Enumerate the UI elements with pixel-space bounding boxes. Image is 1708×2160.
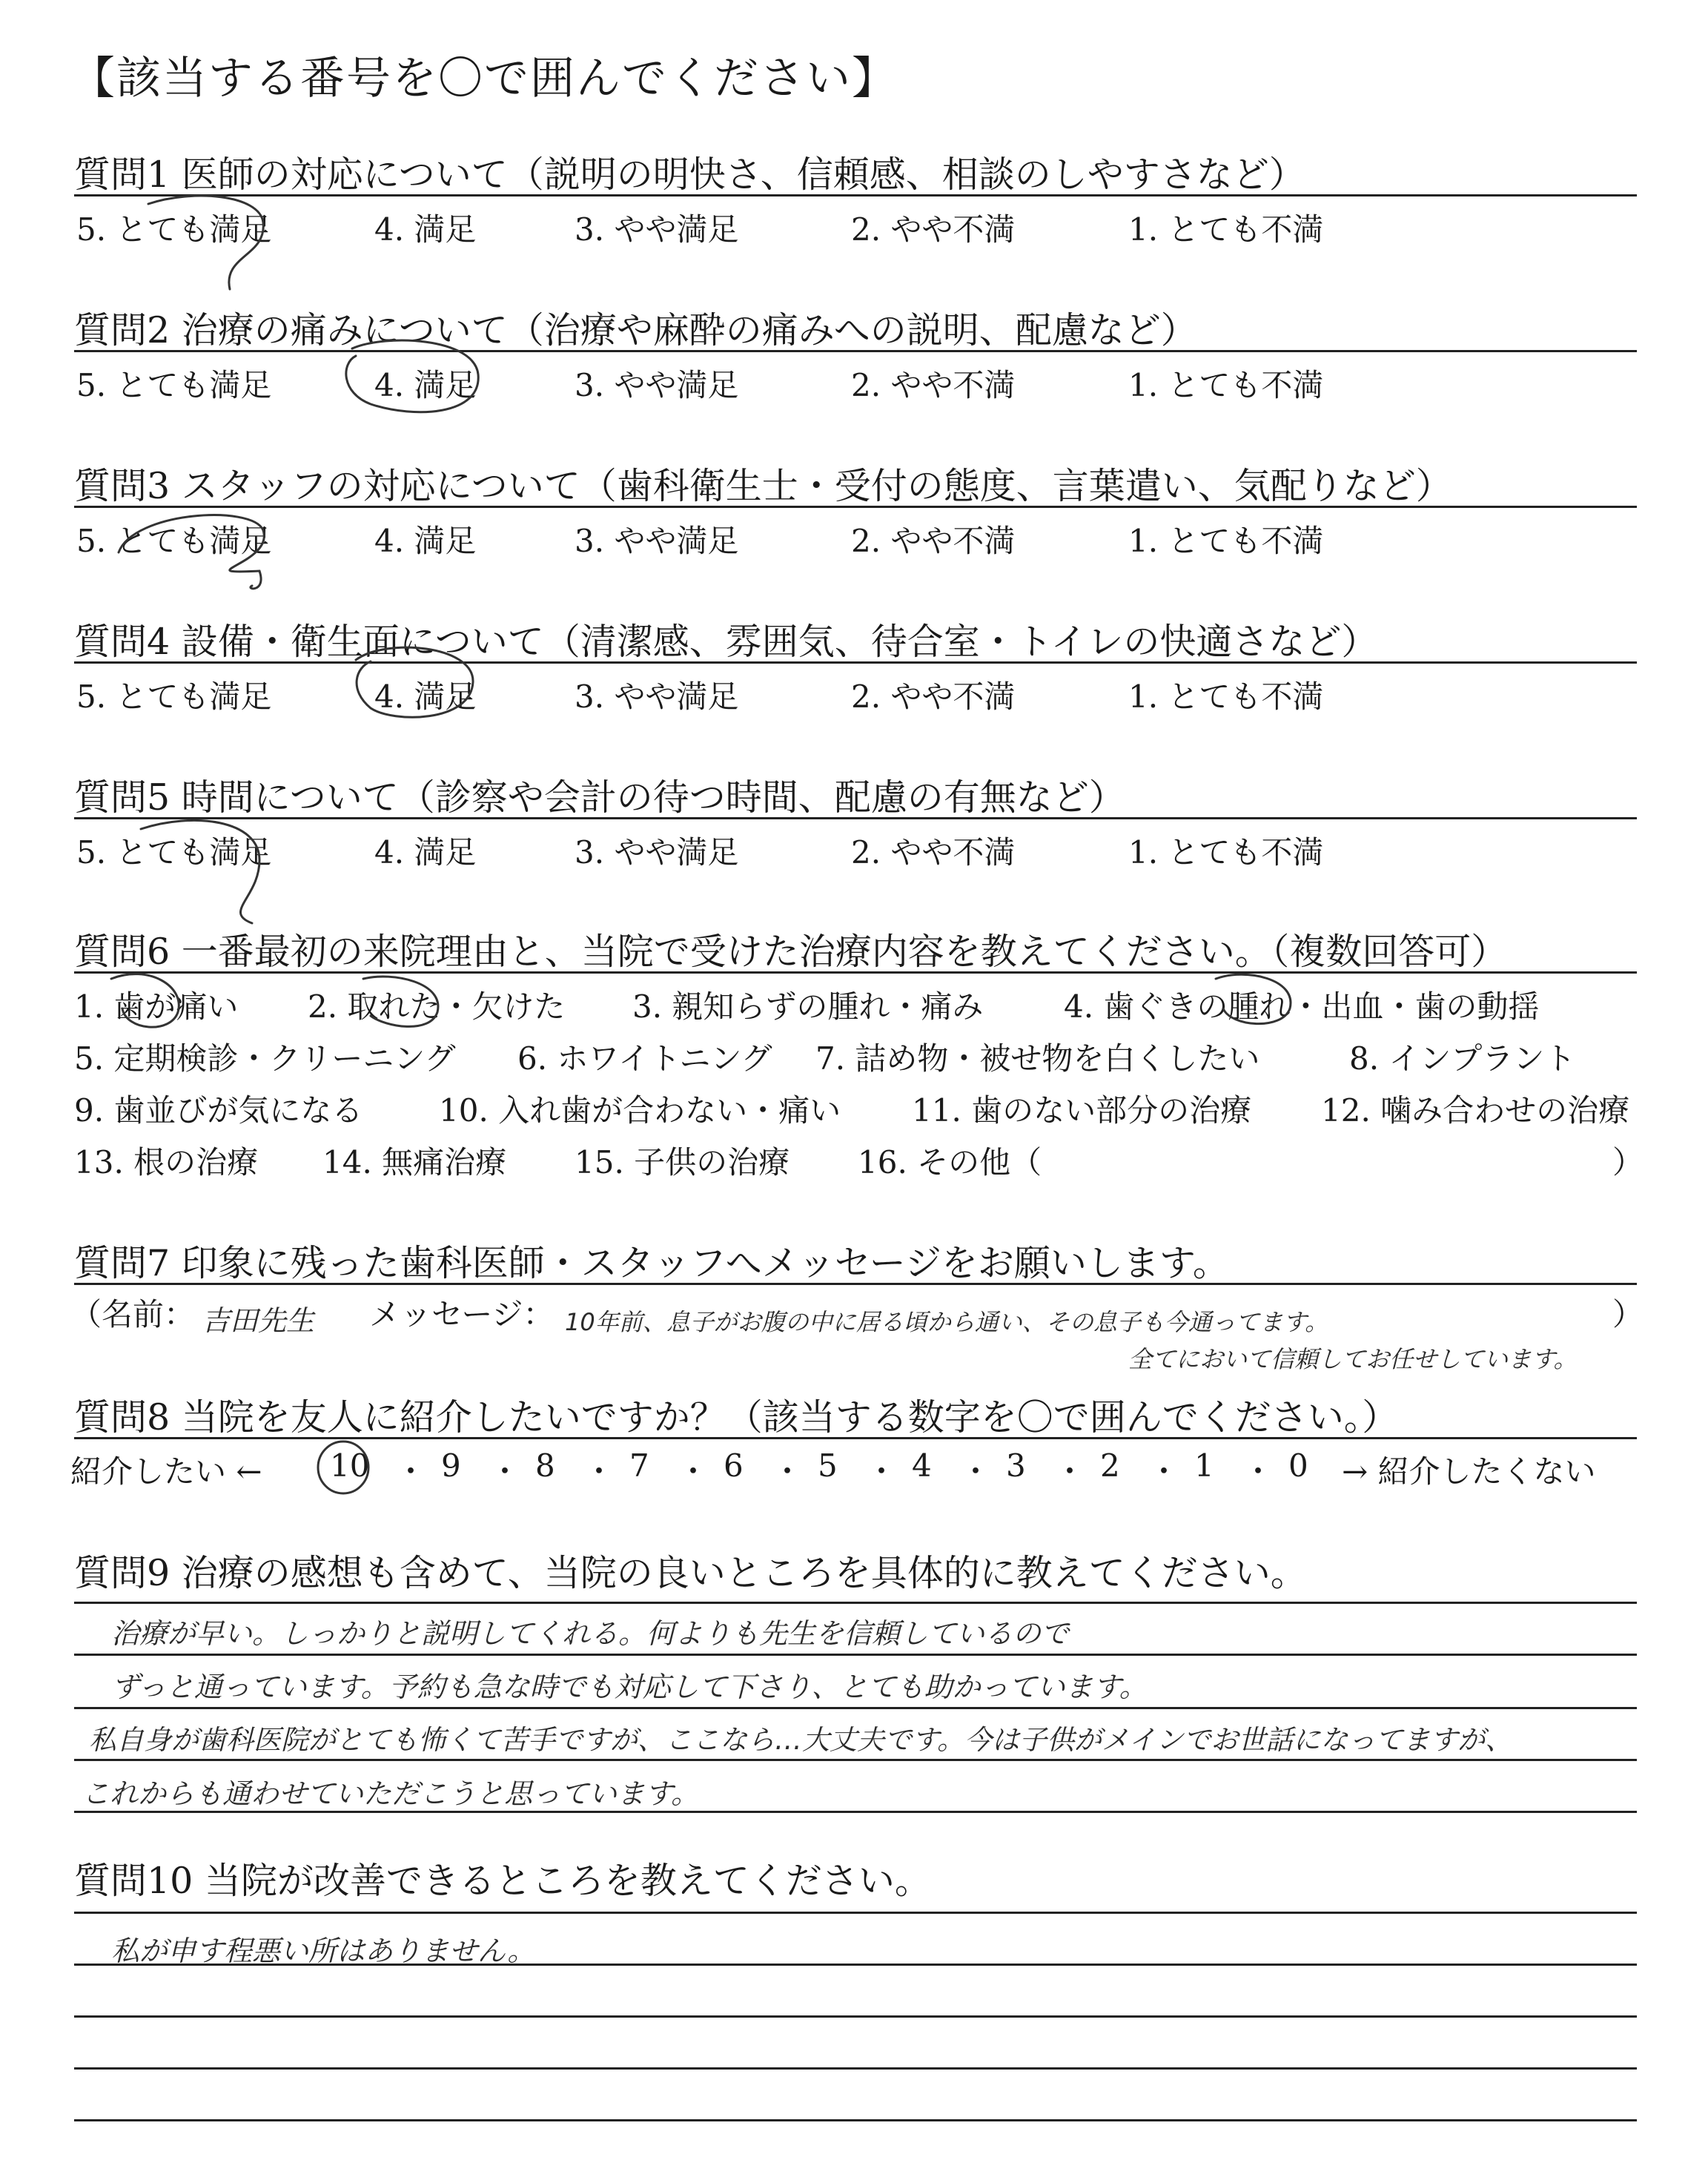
circle-q5-very-satisfied [141,820,259,923]
circle-q8-ten [318,1441,368,1493]
option-3[interactable]: 3. やや満足 [575,834,739,871]
scale-dot: ・ [678,1453,709,1490]
message-handwritten-line-2[interactable]: 全てにおいて信頼してお任せしています。 [1128,1345,1578,1373]
question-9: 質問9 治療の感想も含めて、当院の良いところを具体的に教えてください。 [74,1552,1307,1594]
message-label: メッセージ： [369,1296,555,1332]
scale-dot: ・ [1054,1453,1086,1490]
scale-dot: ・ [866,1453,898,1490]
reason-option[interactable]: 14. 無痛治療 [322,1144,507,1180]
scale-value[interactable]: 9 [441,1447,461,1484]
reason-option[interactable]: 8. インプラント [1349,1040,1576,1077]
reason-option[interactable]: 3. 親知らずの腫れ・痛み [632,988,984,1025]
reason-option[interactable]: 7. 詰め物・被せ物を白くしたい [815,1040,1260,1077]
question-4: 質問4 設備・衛生面について（清潔感、雰囲気、待合室・トイレの快適さなど） [74,621,1378,663]
scale-value[interactable]: 7 [629,1447,649,1484]
option-4[interactable]: 4. 満足 [374,211,477,248]
scale-dot: ・ [583,1453,615,1490]
question-6: 質問6 一番最初の来院理由と、当院で受けた治療内容を教えてください。（複数回答可） [74,931,1508,973]
question-1: 質問1 医師の対応について（説明の明快さ、信頼感、相談のしやすさなど） [74,153,1305,196]
circle-q1-very-satisfied [148,196,263,289]
option-5[interactable]: 5. とても満足 [76,367,272,403]
circle-q6-broken [363,977,438,1026]
circle-q2-satisfied [346,340,478,412]
answer-line-1[interactable]: 治療が早い。しっかりと説明してくれる。何よりも先生を信頼しているので [111,1617,1070,1650]
name-handwritten[interactable]: 吉田先生 [202,1304,315,1337]
option-2[interactable]: 2. やや不満 [851,678,1016,715]
option-1[interactable]: 1. とても不満 [1128,523,1324,559]
option-4[interactable]: 4. 満足 [374,678,477,715]
scale-dot: ・ [960,1453,992,1490]
scale-value[interactable]: 0 [1288,1447,1308,1484]
answer-line-3[interactable]: 私自身が歯科医院がとても怖くて苦手ですが、ここなら…大丈夫です。今は子供がメインでお世話になってますが、 [89,1724,1513,1756]
scale-dot: ・ [772,1453,804,1490]
scale-value[interactable]: 2 [1100,1447,1120,1484]
option-1[interactable]: 1. とても不満 [1128,367,1324,403]
circle-q3-very-satisfied [119,515,264,589]
reason-option[interactable]: 9. 歯並びが気になる [74,1092,363,1129]
reason-option[interactable]: 15. 子供の治療 [575,1144,790,1180]
page-title: 【該当する番号を〇で囲んでください】 [70,53,898,105]
answer-line-4[interactable]: これからも通わせていただこうと思っています。 [82,1777,699,1810]
option-3[interactable]: 3. やや満足 [575,367,739,403]
question-3: 質問3 スタッフの対応について（歯科衛生士・受付の態度、言葉遣い、気配りなど） [74,465,1452,507]
option-4[interactable]: 4. 満足 [374,834,477,871]
improvement-answer[interactable]: 私が申す程悪い所はありません。 [111,1935,536,1967]
question-7: 質問7 印象に残った歯科医師・スタッフへメッセージをお願いします。 [74,1242,1229,1284]
scale-value[interactable]: 5 [818,1447,838,1484]
scale-value[interactable]: 8 [535,1447,555,1484]
scale-dot: ・ [489,1453,521,1490]
option-1[interactable]: 1. とても不満 [1128,834,1324,871]
scale-left-label: 紹介したい ← [70,1453,262,1490]
option-2[interactable]: 2. やや不満 [851,211,1016,248]
option-5[interactable]: 5. とても満足 [76,678,272,715]
other-close-paren: ） [1612,1144,1644,1180]
reason-option[interactable]: 2. 取れた・欠けた [308,988,566,1025]
option-4[interactable]: 4. 満足 [374,523,477,559]
scale-value[interactable]: 1 [1194,1447,1214,1484]
reason-option[interactable]: 6. ホワイトニング [517,1040,772,1077]
option-3[interactable]: 3. やや満足 [575,523,739,559]
scale-dot: ・ [1148,1453,1180,1490]
option-5[interactable]: 5. とても満足 [76,834,272,871]
option-4[interactable]: 4. 満足 [374,367,477,403]
reason-option[interactable]: 10. 入れ歯が合わない・痛い [439,1092,841,1129]
option-1[interactable]: 1. とても不満 [1128,678,1324,715]
reason-option[interactable]: 4. 歯ぐきの腫れ・出血・歯の動揺 [1064,988,1540,1025]
message-close-paren: ） [1612,1296,1644,1332]
option-2[interactable]: 2. やや不満 [851,523,1016,559]
option-3[interactable]: 3. やや満足 [575,678,739,715]
message-handwritten-line-1[interactable]: 10年前、息子がお腹の中に居る頃から通い、その息子も今通ってます。 [565,1308,1329,1336]
reason-option[interactable]: 16. その他（ [858,1144,1042,1180]
scale-value[interactable]: 6 [724,1447,744,1484]
option-5[interactable]: 5. とても満足 [76,211,272,248]
question-2: 質問2 治療の痛みについて（治療や麻酔の痛みへの説明、配慮など） [74,309,1197,351]
scale-right-label: → 紹介したくない [1342,1453,1596,1490]
scale-value[interactable]: 10 [330,1447,370,1484]
reason-option[interactable]: 11. 歯のない部分の治療 [912,1092,1252,1129]
option-2[interactable]: 2. やや不満 [851,834,1016,871]
name-label: （名前： [70,1296,196,1332]
reason-option[interactable]: 5. 定期検診・クリーニング [74,1040,456,1077]
scale-dot: ・ [1242,1453,1274,1490]
question-8: 質問8 当院を友人に紹介したいですか？（該当する数字を〇で囲んでください。） [74,1396,1399,1439]
circle-q4-satisfied [356,647,473,717]
scale-value[interactable]: 4 [912,1447,932,1484]
circle-q6-tooth-pain [111,974,179,1028]
option-5[interactable]: 5. とても満足 [76,523,272,559]
question-5: 質問5 時間について（診察や会計の待つ時間、配慮の有無など） [74,776,1125,819]
reason-option[interactable]: 13. 根の治療 [74,1144,259,1180]
option-3[interactable]: 3. やや満足 [575,211,739,248]
reason-option[interactable]: 1. 歯が痛い [74,988,239,1025]
scale-dot: ・ [395,1453,427,1490]
option-1[interactable]: 1. とても不満 [1128,211,1324,248]
answer-line-2[interactable]: ずっと通っています。予約も急な時でも対応して下さり、とても助かっています。 [111,1671,1148,1703]
circle-q6-gum-swelling [1216,974,1291,1023]
scale-value[interactable]: 3 [1006,1447,1026,1484]
reason-option[interactable]: 12. 噛み合わせの治療 [1321,1092,1630,1129]
option-2[interactable]: 2. やや不満 [851,367,1016,403]
question-10: 質問10 当院が改善できるところを教えてください。 [74,1860,931,1902]
